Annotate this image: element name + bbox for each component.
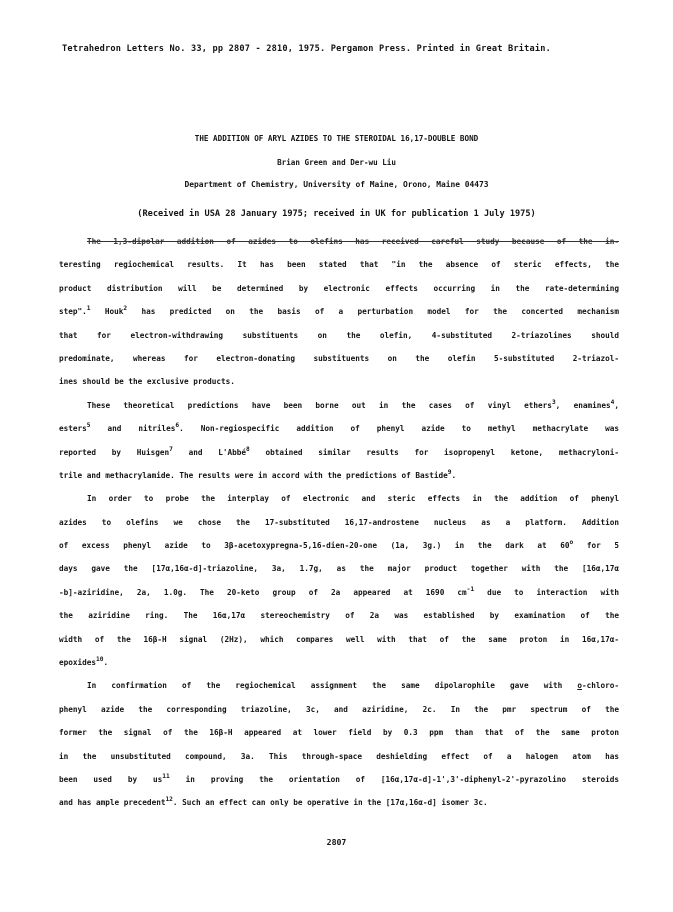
- text-line: [59, 797, 619, 820]
- reference-marker: 11: [162, 772, 170, 780]
- reference-marker: 5: [86, 422, 91, 430]
- text-span: , enamines: [555, 400, 611, 410]
- text-line: azides to olefins we chose the 17-substituted 16,17-androstene nucleus as a platform. Addition: [59, 517, 619, 527]
- page-number: 2807: [326, 837, 347, 847]
- text-span: and has ample precedent: [59, 798, 166, 808]
- text-span: In confirmation of the regiochemical assignment the same dipolarophile gave with: [87, 681, 578, 691]
- text-line: [59, 470, 619, 493]
- text-span: been used by us: [59, 774, 163, 784]
- text-line: product distribution will be determined by electronic effects occurring in the rate-determining: [59, 283, 619, 293]
- text-line: [59, 774, 619, 797]
- text-line: phenyl azide the corresponding triazoline, 3c, and aziridine, 2c. In the pmr spectrum of the: [59, 704, 619, 714]
- reference-marker: 9: [447, 468, 452, 476]
- text-line: [59, 540, 619, 563]
- text-line: predominate, whereas for electron-donating substituents on the olefin 5-substituted 2-triazol-: [59, 353, 619, 363]
- reference-marker: 6: [175, 422, 180, 430]
- text-span: esters: [59, 424, 87, 434]
- text-line: the aziridine ring. The 16α,17α stereochemistry of 2a was established by examination of the: [59, 611, 619, 621]
- text-line: former the signal of the 16β-H appeared at lower field by 0.3 ppm than that of the same proton: [59, 728, 619, 738]
- text-span: of excess phenyl azide to 3β-acetoxypregna-5,16-dien-20-one (1a, 3g.) in the dark at 60: [59, 541, 570, 551]
- text-span: step".: [59, 307, 87, 317]
- reference-marker: 12: [165, 796, 173, 804]
- authors: Brian Green and Der-wu Liu: [277, 158, 396, 167]
- text-span: obtained similar results for isopropenyl ketone, methacryloni-: [249, 447, 619, 457]
- text-span: .: [451, 470, 457, 480]
- unit-exponent: -1: [466, 585, 475, 593]
- text-line: [59, 306, 619, 329]
- text-line: [59, 587, 619, 610]
- reference-marker: 3: [551, 398, 556, 406]
- text-span: -chloro-: [581, 681, 619, 691]
- reference-marker: 2: [123, 305, 128, 313]
- text-span: due to interaction with: [474, 587, 619, 597]
- reference-marker: 7: [169, 445, 173, 453]
- reference-marker: 8: [245, 445, 250, 453]
- text-span: -b]-aziridine, 2a, 1.0g. The 20-keto group of 2a appeared at 1690 cm: [59, 587, 467, 597]
- text-line: [59, 423, 619, 446]
- reference-marker: 4: [610, 398, 615, 406]
- text-span: . Non-regiospecific addition of phenyl azide to methyl methacrylate was: [179, 424, 619, 434]
- affiliation: Department of Chemistry, University of Maine, Orono, Maine 04473: [184, 180, 489, 189]
- text-span: and nitriles: [90, 424, 176, 434]
- journal-header: Tetrahedron Letters No. 33, pp 2807 - 2810, 1975. Pergamon Press. Printed in Great Britain.: [62, 44, 552, 54]
- text-span: has predicted on the basis of a perturbation model for the concerted mechanism: [127, 307, 619, 317]
- article-body: [59, 236, 619, 821]
- text-line: [59, 680, 619, 703]
- text-line: In order to probe the interplay of electronic and steric effects in the addition of phenyl: [87, 494, 619, 504]
- text-span: ,: [614, 400, 619, 410]
- degree-marker: o: [569, 539, 574, 547]
- text-line: [59, 447, 619, 470]
- text-line: that for electron-withdrawing substituents on the olefin, 4-substituted 2-triazolines should: [59, 330, 619, 340]
- text-line: teresting regiochemical results. It has been stated that "in the absence of steric effects, the: [59, 260, 619, 270]
- text-span: These theoretical predictions have been borne out in the cases of vinyl ethers: [87, 400, 552, 410]
- text-span: . Such an effect can only be operative in the [17α,16α-d] isomer 3c.: [172, 798, 488, 808]
- text-span: reported by Huisgen: [59, 447, 170, 457]
- text-line: The 1,3-dipolar addition of azides to olefins has received careful study because of the in-: [87, 237, 619, 246]
- text-line: [59, 400, 619, 423]
- article-title: THE ADDITION OF ARYL AZIDES TO THE STEROIDAL 16,17-DOUBLE BOND: [194, 134, 479, 143]
- text-span: and L'Abbé: [172, 447, 246, 457]
- text-line: days gave the [17α,16α-d]-triazoline, 3a, 1.7g, as the major product together with the [16α,17α: [59, 564, 619, 574]
- reference-marker: 1: [86, 305, 91, 313]
- text-line: [59, 657, 619, 680]
- text-span: .: [103, 658, 109, 668]
- text-span: trile and methacrylamide. The results were in accord with the predictions of Bastide: [59, 470, 448, 480]
- text-line: ines should be the exclusive products.: [59, 377, 235, 387]
- text-line: width of the 16β-H signal (2Hz), which compares well with that of the same proton in 16α,17α-: [59, 634, 619, 644]
- text-span: for 5: [573, 541, 619, 551]
- text-span: Houk: [90, 307, 124, 317]
- text-line: in the unsubstituted compound, 3a. This through-space deshielding effect of a halogen atom has: [59, 751, 619, 761]
- received-dates: (Received in USA 28 January 1975; received in UK for publication 1 July 1975): [137, 209, 536, 219]
- underlined-prefix: o: [577, 681, 582, 691]
- text-span: epoxides: [59, 658, 97, 668]
- text-span: in proving the orientation of [16α,17α-d]-1',3'-diphenyl-2'-pyrazolino steroids: [169, 774, 619, 784]
- reference-marker: 10: [96, 656, 104, 664]
